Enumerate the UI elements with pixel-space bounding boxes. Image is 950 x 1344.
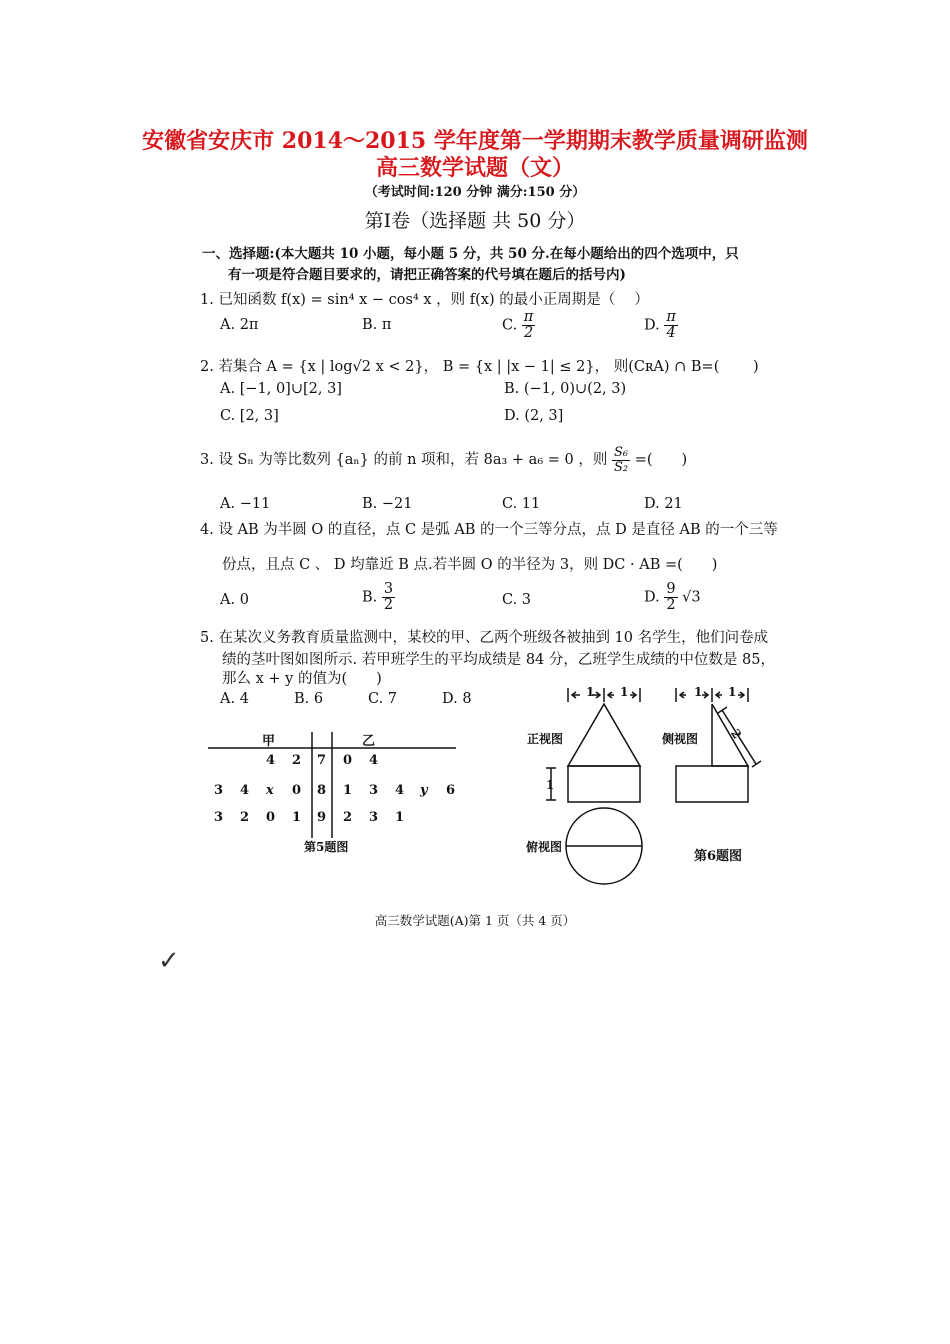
front-view-height-label: 1 [546,778,555,792]
q3-option-d: D. 21 [644,496,683,512]
front-view-width-label-left: 1 [586,685,595,699]
q2-option-b: B. (−1, 0)∪(2, 3) [504,381,627,397]
section-heading-line-2: 有一项是符合题目要求的，请把正确答案的代号填在题后的括号内) [228,267,626,283]
stem-leaf-left-leaf: 2 [292,753,302,768]
stem-leaf-left-leaf: 3 [214,810,224,825]
figure-6-caption: 第6题图 [694,849,743,864]
section-heading-line-1: 一、选择题:(本大题共 10 小题，每小题 5 分，共 50 分.在每小题给出的四个选项中，只 [202,246,739,262]
stem-leaf-right-leaf: 2 [343,810,353,825]
stem-leaf-stem: 9 [317,810,327,825]
q2-option-c: C. [2, 3] [220,408,279,424]
stem-leaf-left-leaf: 4 [266,753,276,768]
question-5-line-1: 5. 在某次义务教育质量监测中，某校的甲、乙两个班级各被抽到 10 名学生，他们问卷成 [200,630,769,646]
q3-option-c: C. 11 [502,496,541,512]
q1-option-b: B. π [362,317,392,333]
question-4-line-2: 份点，且点 C 、 D 均靠近 B 点.若半圆 O 的半径为 3，则 DC · AB =( ) [222,557,718,573]
question-1-text: 1. 已知函数 f(x) = sin⁴ x − cos⁴ x ，则 f(x) 的最小正周期是（ ） [200,292,649,308]
q4-option-b: B. $\frac{3}{2}$ [362,581,394,614]
stem-leaf-left-header: 甲 [262,734,276,749]
side-view-width-label-left: 1 [694,685,703,699]
front-view-width-label-right: 1 [620,685,629,699]
q3-option-a: A. −11 [220,496,271,512]
q4-option-d: D. $\frac{9}{2}$ √3 [644,581,701,614]
document-title-line-2: 高三数学试题（文） [375,155,574,181]
q5-option-b: B. 6 [294,691,324,707]
stem-leaf-right-leaf: 4 [395,783,405,798]
stem-leaf-left-leaf: 0 [266,810,276,825]
stem-leaf-right-leaf: 1 [395,810,405,825]
stem-leaf-left-leaf: 4 [240,783,250,798]
document-title-line-1: 安徽省安庆市 2014～2015 学年度第一学期期末教学质量调研监测 [142,128,808,154]
page-footer: 高三数学试题(A)第 1 页（共 4 页） [374,913,576,928]
check-mark: ✓ [158,946,180,976]
q1-option-c: C. $\frac{\pi}{2}$ [502,309,534,342]
question-5-line-2: 绩的茎叶图如图所示. 若甲班学生的平均成绩是 84 分，乙班学生成绩的中位数是 85， [222,652,775,668]
q2-option-a: A. [−1, 0]∪[2, 3] [220,381,342,397]
stem-leaf-left-leaf: 1 [292,810,302,825]
q3-option-b: B. −21 [362,496,413,512]
q1-option-d: D. $\frac{\pi}{4}$ [644,309,676,342]
stem-leaf-right-leaf-unknown: y [420,783,428,798]
stem-leaf-right-leaf: 4 [369,753,379,768]
stem-leaf-left-leaf: 0 [292,783,302,798]
stem-leaf-left-leaf: 2 [240,810,250,825]
q2-option-d: D. (2, 3] [504,408,564,424]
side-view-slant-label: 2 [728,726,745,742]
stem-leaf-left-leaf: 3 [214,783,224,798]
side-view-width-label-right: 1 [728,685,737,699]
stem-leaf-stem: 7 [317,753,327,768]
figure-5-caption: 第5题图 [304,840,349,854]
q5-option-c: C. 7 [368,691,398,707]
stem-leaf-right-leaf: 6 [446,783,456,798]
volume-heading: 第Ⅰ卷（选择题 共 50 分） [364,210,586,232]
stem-leaf-right-leaf: 0 [343,753,353,768]
stem-leaf-right-leaf: 1 [343,783,353,798]
stem-leaf-left-leaf-unknown: x [266,783,274,798]
top-view-label: 俯视图 [526,840,563,854]
side-view-label: 侧视图 [662,732,699,746]
stem-leaf-right-header: 乙 [362,734,376,749]
q1-option-a: A. 2π [220,317,259,333]
stem-leaf-right-leaf: 3 [369,783,379,798]
q4-option-a: A. 0 [220,592,249,608]
question-5-line-3: 那么 x + y 的值为( ) [222,671,382,687]
exam-info: （考试时间:120 分钟 满分:150 分） [364,185,586,200]
q5-option-a: A. 4 [220,691,249,707]
stem-leaf-stem: 8 [317,783,327,798]
question-4-line-1: 4. 设 AB 为半圆 O 的直径，点 C 是弧 AB 的一个三等分点，点 D 是直径 AB 的一个三等 [200,522,778,538]
q4-option-c: C. 3 [502,592,532,608]
question-3-text: 3. 设 Sₙ 为等比数列 {aₙ} 的前 n 项和，若 8a₃ + a₆ = 0 ，则 $\frac{\text{S₆}}{\text{S₂}}$ =( ) [200,445,688,475]
q5-option-d: D. 8 [442,691,472,707]
front-view-label: 正视图 [527,732,564,746]
stem-leaf-right-leaf: 3 [369,810,379,825]
question-2-text: 2. 若集合 A = {x | log√2 x < 2}， B = {x | |x − 1| ≤ 2}， 则(CʀA) ∩ B=( ) [200,359,759,375]
